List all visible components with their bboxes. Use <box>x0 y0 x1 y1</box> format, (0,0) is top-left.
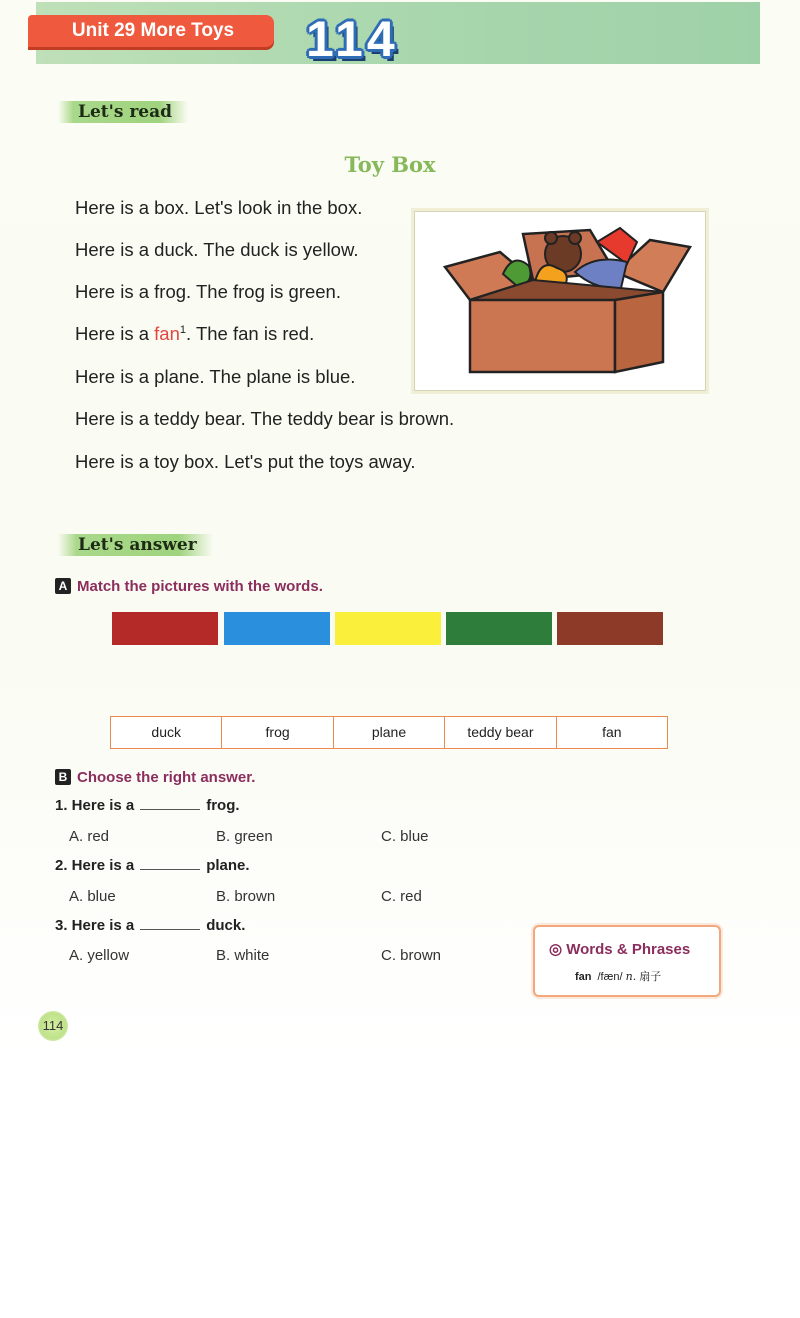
part-a-instruction: Match the pictures with the words. <box>77 578 323 595</box>
lesson-number: 114 <box>306 11 399 67</box>
lets-read-tag: Let's read <box>58 101 188 123</box>
answer-blank <box>140 857 200 870</box>
color-swatch-brown <box>557 612 663 645</box>
word-cell: teddy bear <box>445 717 556 748</box>
story-title: Toy Box <box>344 152 436 177</box>
option-3b: B. white <box>216 947 270 964</box>
vocab-word: fan <box>575 971 592 983</box>
question-3 <box>55 917 245 934</box>
question-2-end: plane. <box>206 857 250 874</box>
question-1-end: frog. <box>206 797 240 814</box>
part-b-instruction-row <box>55 769 255 786</box>
toy-box-illustration <box>414 211 706 391</box>
option-1a: A. red <box>69 828 110 845</box>
toy-box-drawing <box>415 212 705 390</box>
story-line-1: Here is a box. Let's look in the box. <box>75 197 363 218</box>
question-3-stem: 3. Here is a <box>55 917 135 934</box>
question-3-end: duck. <box>206 917 246 934</box>
words-phrases-title: ◎ Words & Phrases <box>549 941 691 958</box>
vocab-word-fan: fan <box>154 323 180 344</box>
option-3c: C. brown <box>381 947 442 964</box>
option-2a: A. blue <box>69 888 116 905</box>
color-swatch-yellow <box>335 612 441 645</box>
story-line-2: Here is a duck. The duck is yellow. <box>75 239 359 260</box>
lets-answer-tag: Let's answer <box>58 534 213 556</box>
option-2b: B. brown <box>216 888 276 905</box>
option-1c: C. blue <box>381 828 429 845</box>
question-1 <box>55 797 240 814</box>
match-words-table <box>110 716 668 749</box>
color-swatch-blue <box>224 612 330 645</box>
vocab-phonetic: /fæn/ <box>597 971 623 983</box>
option-2c: C. red <box>381 888 422 905</box>
answer-blank <box>140 797 200 810</box>
unit-label-tag <box>28 15 274 47</box>
color-swatch-red <box>112 612 218 645</box>
footnote-marker: 1 <box>179 323 187 336</box>
story-line-6: Here is a teddy bear. The teddy bear is brown. <box>75 408 455 429</box>
story-line-4-start: Here is a <box>75 323 155 344</box>
story-line-4 <box>75 323 314 345</box>
page-number: 114 <box>38 1011 68 1041</box>
part-a-badge: A <box>55 578 71 594</box>
vocab-part-of-speech: n. <box>625 970 637 983</box>
word-cell: fan <box>602 724 622 740</box>
vocab-entry <box>575 968 661 984</box>
word-cell: frog <box>222 717 333 748</box>
part-b-instruction: Choose the right answer. <box>77 769 256 786</box>
part-b-badge: B <box>55 769 71 785</box>
option-1b: B. green <box>216 828 273 845</box>
vocab-meaning: 扇子 <box>639 971 662 983</box>
color-swatch-green <box>446 612 552 645</box>
word-cell: duck <box>111 717 222 748</box>
story-line-7: Here is a toy box. Let's put the toys away. <box>75 451 416 472</box>
story-line-4-end: . The fan is red. <box>186 323 315 344</box>
question-1-stem: 1. Here is a <box>55 797 135 814</box>
question-2-stem: 2. Here is a <box>55 857 135 874</box>
answer-blank <box>140 917 200 930</box>
story-line-5: Here is a plane. The plane is blue. <box>75 366 356 387</box>
unit-label: Unit 29 More Toys <box>71 20 235 41</box>
question-2 <box>55 857 250 874</box>
option-3a: A. yellow <box>69 947 130 964</box>
part-a-instruction-row <box>55 578 323 595</box>
word-cell: plane <box>334 717 445 748</box>
story-line-3: Here is a frog. The frog is green. <box>75 281 341 302</box>
words-phrases-box <box>533 925 721 997</box>
